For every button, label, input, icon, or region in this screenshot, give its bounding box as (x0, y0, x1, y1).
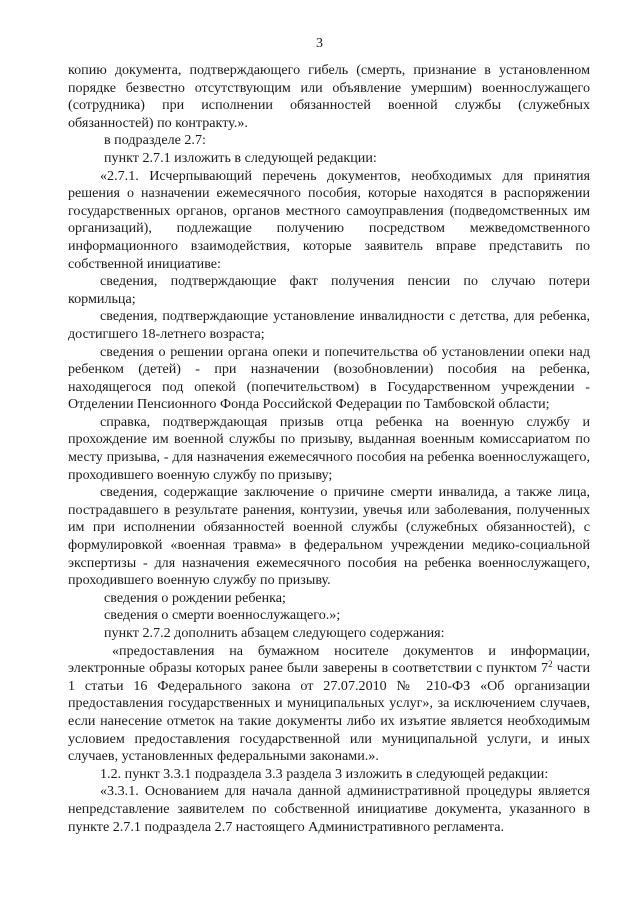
paragraph-12 (68, 643, 590, 766)
page-number: 3 (316, 36, 323, 51)
paragraph-8: сведения, содержащие заключение о причине смерти инвалида, а также лица, пострадавшего в результате ранения, контузии, увечья или заболевания, полученных им при исполнении обязанностей военной службы (служебных обязанностей), с формулировкой «военная травма» в федеральном учреждении медико-социальной экспертизы - для назначения ежемесячного пособия на ребенка военнослужащего, проходившего военную службу по призыву. (68, 484, 590, 589)
paragraph-1: в подразделе 2.7: (104, 132, 206, 149)
paragraph-0: копию документа, подтверждающего гибель (смерть, признание в установленном порядке безвестно отсутствующим или объявление умершим) военнослужащего (сотрудника) при исполнении обязанностей военной службы (служебных обязанностей) по контракту.». (68, 62, 590, 131)
document-body (68, 62, 590, 836)
paragraph-14: «3.3.1. Основанием для начала данной административной процедуры является непредставление заявителем по собственной инициативе документа, указанного в пункте 2.7.1 подраздела 2.7 настоящего Административного регламента. (68, 783, 590, 835)
paragraph-2: пункт 2.7.1 изложить в следующей редакции: (104, 149, 377, 166)
paragraph-10: сведения о смерти военнослужащего.»; (104, 607, 341, 624)
paragraph-4: сведения, подтверждающие факт получения пенсии по случаю потери кормильца; (68, 273, 590, 307)
paragraph-7: справка, подтверждающая призыв отца ребенка на военную службу и прохождение им военной службы по призыву, выданная военным комиссариатом по месту призыва, - для назначения ежемесячного пособия на ребенка военнослужащего, проходившего военную службу по призыву; (68, 413, 590, 483)
paragraph-3: «2.7.1. Исчерпывающий перечень документов, необходимых для принятия решения о назначении ежемесячного пособия, которые находятся в распоряжении государственных органов, органов местного самоуправления (подведомственных им организаций), подлежащие получению посредством межведомственного информационного взаимодействия, которые заявитель вправе представить по собственной инициативе: (68, 167, 590, 272)
paragraph-13: 1.2. пункт 3.3.1 подраздела 3.3 раздела 3 изложить в следующей редакции: (100, 765, 549, 782)
paragraph-11: пункт 2.7.2 дополнить абзацем следующего содержания: (104, 625, 445, 641)
paragraph-12-end: части 1 статьи 16 Федерального закона от 27.07.2010 № 210-ФЗ «Об организации предоставления государственных и муниципальных услуг», за исключением случаев, если нанесение отметок на такие документы либо их изъятие является необходимым условием предоставления государственной или муниципальной услуги, и иных случаев, установленных федеральными законами.». (68, 660, 590, 765)
superscript: 2 (548, 659, 553, 670)
paragraph-12-start: «предоставления на бумажном носителе документов и информации, электронные образы которых ранее были заверены в соответствии с пунктом 7 (68, 642, 590, 677)
paragraph-9: сведения о рождении ребенка; (104, 589, 286, 606)
paragraph-5: сведения, подтверждающие установление инвалидности с детства, для ребенка, достигшего 18-летнего возраста; (68, 308, 590, 342)
paragraph-6: сведения о решении органа опеки и попечительства об установлении опеки над ребенком (детей) - при назначении (возобновлении) пособия на ребенка, находящегося под опекой (попечительством) в Государственном учреждении - Отделении Пенсионного Фонда Российской Федерации по Тамбовской области; (68, 343, 590, 413)
